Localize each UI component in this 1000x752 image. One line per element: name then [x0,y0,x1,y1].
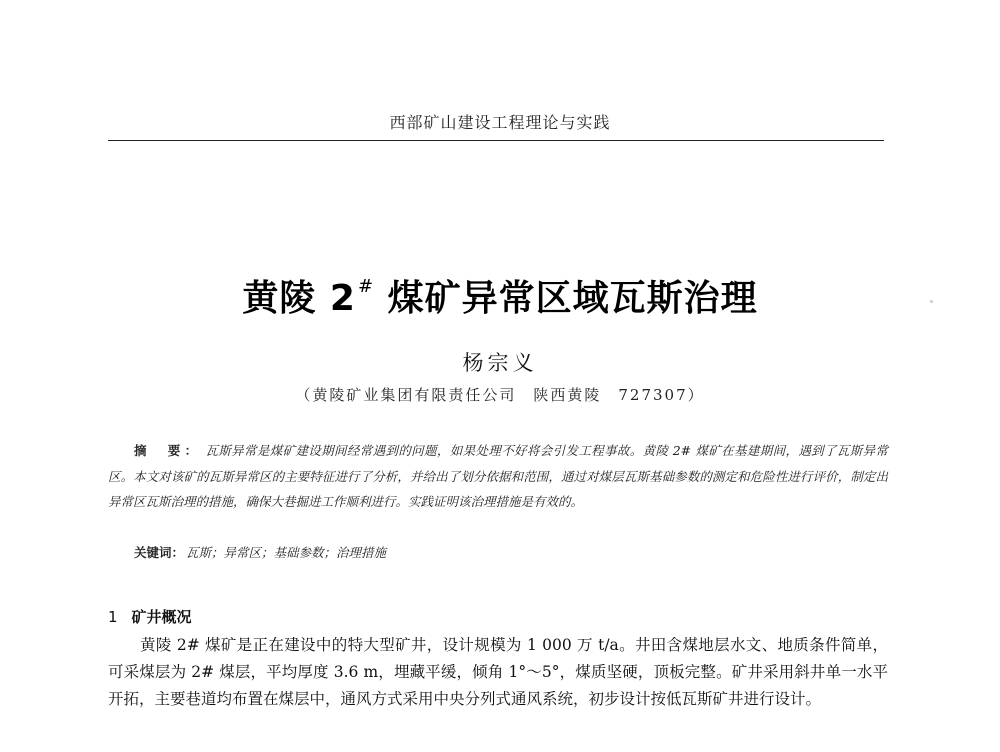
keywords [134,542,894,564]
abstract-text: 瓦斯异常是煤矿建设期间经常遇到的问题，如果处理不好将会引发工程事故。黄陵 2# 煤矿在基建期间，遇到了瓦斯异常区。本文对该矿的瓦斯异常区的主要特征进行了分析，并给出了划分依据和范围，通过对煤层瓦斯基础参数的测定和危险性进行评价，制定出异常区瓦斯治理的措施，确保大巷掘进工作顺利进行。实践证明该治理措施是有效的。 [108,443,888,509]
paper-title [0,270,1000,321]
keywords-label: 关键词： [134,545,185,560]
section-heading [108,606,192,627]
running-header: 西部矿山建设工程理论与实践 [389,113,611,132]
section-number: 1 [108,608,118,626]
abstract-label: 摘 要： [134,443,202,458]
header-rule [108,140,884,141]
title-suffix: 煤矿异常区域瓦斯治理 [374,278,758,319]
section-title: 矿井概况 [131,608,192,626]
author-name: 杨宗义 [462,351,538,375]
author-affiliation: （黄陵矿业集团有限责任公司 陕西黄陵 727307） [295,386,705,404]
title-prefix: 黄陵 2 [242,278,356,319]
section-paragraph: 黄陵 2# 煤矿是正在建设中的特大型矿井，设计规模为 1 000 万 t/a。井田含煤地层水文、地质条件简单，可采煤层为 2# 煤层，平均厚度 3.6 m，埋藏平缓，倾角 1°～5°，煤质坚硬，顶板完整。矿井采用斜井单一水平开拓，主要巷道均布置在煤层中，通风方式采用中央分列式通风系统，初步设计按低瓦斯矿井进行设计。 [108,636,888,708]
keywords-text: 瓦斯；异常区；基础参数；治理措施 [186,545,387,560]
abstract [108,438,888,515]
scan-speck [930,300,933,303]
title-superscript: # [357,276,375,297]
